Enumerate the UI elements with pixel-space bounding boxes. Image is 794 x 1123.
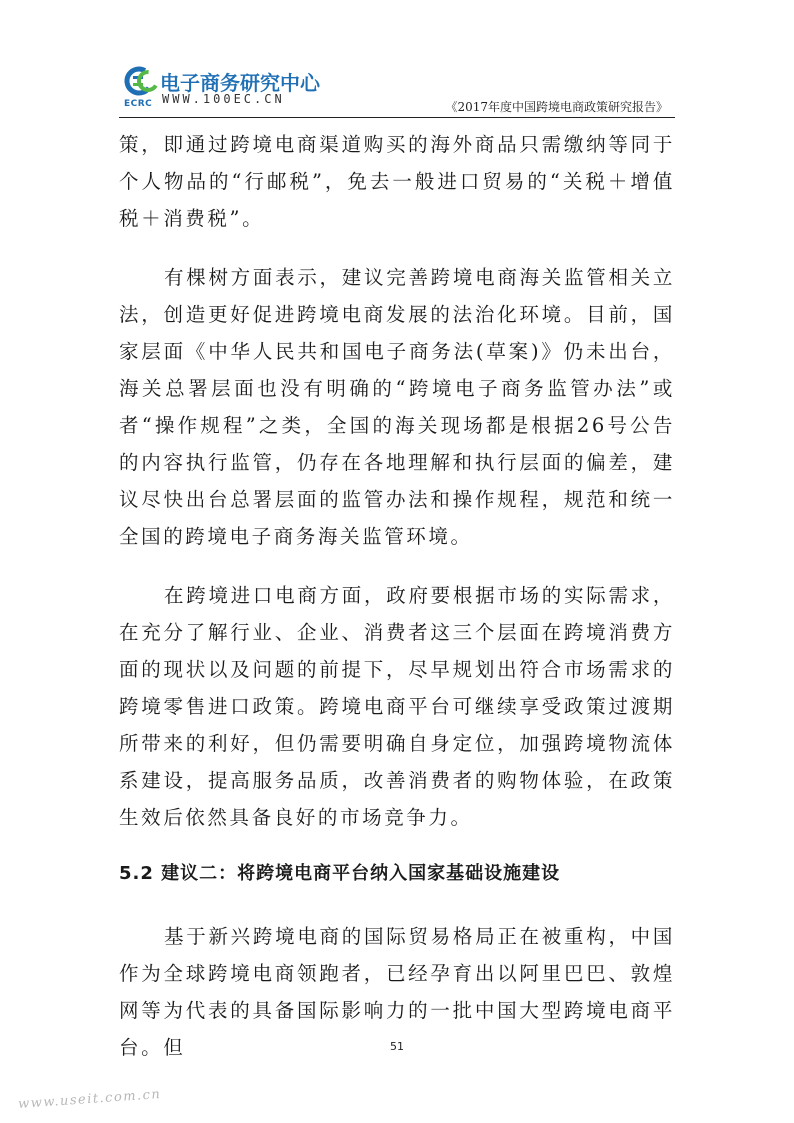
header-divider [119,117,675,118]
ecrc-logo [124,64,320,110]
paragraph-2: 有棵树方面表示，建议完善跨境电商海关监管相关立法，创造更好促进跨境电商发展的法治化环境。目前，国家层面《中华人民共和国电子商务法(草案)》仍未出台，海关总署层面也没有明确的“跨境电子商务监管办法”或者“操作规程”之类，全国的海关现场都是根据26号公告的内容执行监管，仍存在各地理解和执行层面的偏差，建议尽快出台总署层面的监管办法和操作规程，规范和统一全国的跨境电子商务海关监管环境。 [119,266,675,548]
page-number: 51 [390,1040,404,1053]
page-content [119,126,675,1088]
logo-url: WWW.100EC.CN [162,92,285,106]
logo-abbreviation: ECRC [124,99,153,109]
ecrc-logo-mark-icon [124,64,158,98]
paragraph-4: 基于新兴跨境电商的国际贸易格局正在被重构，中国作为全球跨境电商领跑者，已经孕育出以阿里巴巴、敦煌网等为代表的具备国际影响力的一批中国大型跨境电商平台。但 [119,925,675,1059]
report-title: 《2017年度中国跨境电商政策研究报告》 [445,100,668,114]
section-heading: 5.2 建议二：将跨境电商平台纳入国家基础设施建设 [119,863,561,884]
paragraph-3: 在跨境进口电商方面，政府要根据市场的实际需求，在充分了解行业、企业、消费者这三个层面在跨境消费方面的现状以及问题的前提下，尽早规划出符合市场需求的跨境零售进口政策。跨境电商平台可继续享受政策过渡期所带来的利好，但仍需要明确自身定位，加强跨境物流体系建设，提高服务品质，改善消费者的购物体验，在政策生效后依然具备良好的市场竞争力。 [119,584,675,829]
logo-name-cn: 电子商务研究中心 [160,71,320,95]
watermark: www.useit.com.cn [17,1087,162,1112]
page-header [0,0,794,112]
paragraph-1: 策，即通过跨境电商渠道购买的海外商品只需缴纳等同于个人物品的“行邮税”，免去一般进口贸易的“关税＋增值税＋消费税”。 [119,133,675,230]
